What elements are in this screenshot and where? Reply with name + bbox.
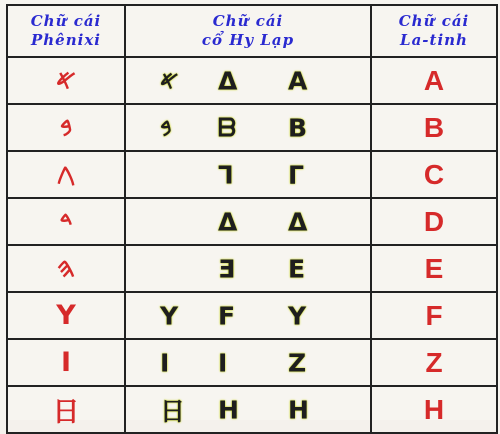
greek-letters bbox=[125, 104, 371, 151]
header-row bbox=[7, 5, 497, 57]
phoenician-letter: 𐤄 bbox=[7, 245, 125, 292]
phoenician-letter: 𐤂 bbox=[7, 151, 125, 198]
greek-old-letter: I bbox=[218, 348, 228, 377]
greek-classic-letter: Z bbox=[288, 348, 307, 377]
greek-classic-letter: Y bbox=[288, 301, 307, 330]
greek-classic-letter: A bbox=[288, 66, 308, 95]
table-row bbox=[7, 292, 497, 339]
greek-letters bbox=[125, 386, 371, 433]
greek-letters bbox=[125, 57, 371, 104]
greek-classic-letter: Δ bbox=[288, 207, 308, 236]
greek-letters bbox=[125, 292, 371, 339]
header-greek-line1: Chữ cái bbox=[212, 12, 284, 30]
table-row bbox=[7, 339, 497, 386]
table-row bbox=[7, 151, 497, 198]
greek-old-letter: F bbox=[218, 301, 236, 330]
latin-letter: A bbox=[371, 57, 497, 104]
greek-old-letter: Δ bbox=[218, 207, 238, 236]
table-row bbox=[7, 104, 497, 151]
latin-letter: E bbox=[371, 245, 497, 292]
greek-old-letter: 𐤁 bbox=[160, 112, 172, 142]
latin-letter: B bbox=[371, 104, 497, 151]
greek-old-letter: 𐤀 bbox=[160, 65, 179, 95]
greek-old-letter: 日 bbox=[160, 396, 186, 426]
greek-classic-letter: H bbox=[288, 395, 309, 424]
greek-letters bbox=[125, 198, 371, 245]
latin-letter: Z bbox=[371, 339, 497, 386]
greek-old-letter: ᗷ bbox=[218, 112, 237, 142]
phoenician-letter: 𐤀 bbox=[7, 57, 125, 104]
phoenician-letter: Y bbox=[7, 292, 125, 339]
header-latin-line1: Chữ cái bbox=[398, 12, 470, 30]
latin-letter: H bbox=[371, 386, 497, 433]
greek-old-letter: ᒣ bbox=[218, 160, 234, 189]
greek-letters bbox=[125, 245, 371, 292]
header-latin-line2: La-tinh bbox=[400, 31, 468, 49]
table-row bbox=[7, 198, 497, 245]
table-row bbox=[7, 245, 497, 292]
phoenician-letter: 𐤃 bbox=[7, 198, 125, 245]
header-greek bbox=[125, 5, 371, 57]
greek-old-letter: Ǝ bbox=[218, 254, 236, 283]
table-row bbox=[7, 57, 497, 104]
latin-letter: D bbox=[371, 198, 497, 245]
phoenician-letter: 日 bbox=[7, 386, 125, 433]
greek-classic-letter: B bbox=[288, 113, 308, 142]
phoenician-letter: 𐤁 bbox=[7, 104, 125, 151]
greek-old-letter: Y bbox=[160, 301, 179, 330]
greek-old-letter: Δ bbox=[218, 66, 238, 95]
greek-letters bbox=[125, 151, 371, 198]
table-row bbox=[7, 386, 497, 433]
latin-letter: C bbox=[371, 151, 497, 198]
greek-letters bbox=[125, 339, 371, 386]
phoenician-letter: I bbox=[7, 339, 125, 386]
latin-letter: F bbox=[371, 292, 497, 339]
greek-classic-letter: E bbox=[288, 254, 306, 283]
header-phoenician bbox=[7, 5, 125, 57]
header-greek-line2: cổ Hy Lạp bbox=[201, 31, 295, 49]
greek-classic-letter: Γ bbox=[288, 160, 304, 189]
greek-old-letter: H bbox=[218, 395, 239, 424]
header-phoenician-line2: Phênixi bbox=[31, 31, 101, 49]
header-latin bbox=[371, 5, 497, 57]
greek-old-letter: I bbox=[160, 348, 170, 377]
header-phoenician-line1: Chữ cái bbox=[30, 12, 102, 30]
alphabet-table bbox=[6, 4, 498, 434]
